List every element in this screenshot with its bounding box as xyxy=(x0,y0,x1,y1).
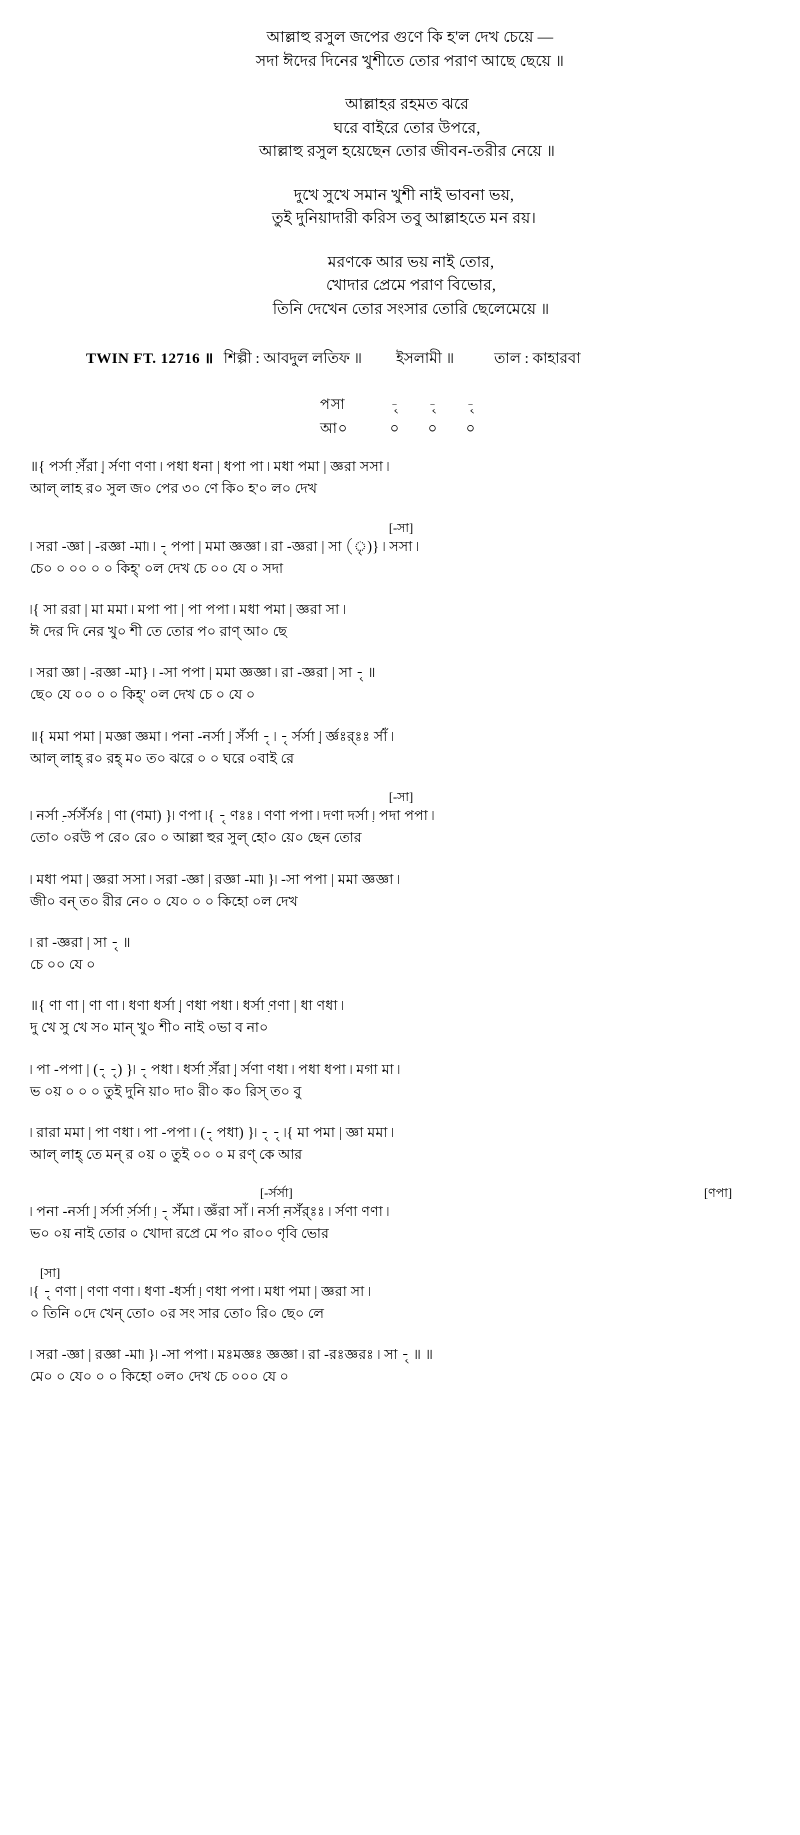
stanza-3 xyxy=(0,184,800,231)
prelude-word: আ০ xyxy=(320,421,349,438)
notation-words-row: চে০ ০ ০০ ০ ০ কিহ্' ০ল দেখ চে ০০ যে ০ সদা xyxy=(30,560,284,576)
notation-notes-row: ॥{ ণা ণা | ণা ণা ৷ ধণা ধর্সা় | ণধা পধা ৷ ধর্সা় ণণা | ধা ণধা ৷ xyxy=(30,998,344,1015)
notation-notes-row: ৷ রারা মমা | পা ণধা ৷ পা -পপা ৷ (-ৃ পধা) }৷ -ৃ -ৃ ৷{ মা পমা | জ্ঞা মমা ৷ xyxy=(30,1125,395,1142)
notation-system xyxy=(0,1122,800,1165)
lyric-line: তুই দুনিয়াদারী করিস তবু আল্লাহতে মন রয়। xyxy=(271,210,537,228)
notation-marker-row xyxy=(30,1185,772,1201)
notation-notes-row: ॥{ পর্সা় র্সঁরা় | র্সণা ণণা ৷ পধা ধনা | ধপা পা ৷ মধা পমা | জ্ঞরা সসা ৷ xyxy=(30,459,390,476)
notation-words-row: ভ ০য় ০ ০ ০ তুই দুনি য়া০ দা০ রী০ ক০ রিস্ ত০ বু xyxy=(30,1083,302,1099)
notation-notes-row: ৷ পনা -নর্সা় | র্সর্সা় র্সর্সা় ৷ -ৃ র্সঁমা ৷ জ্ঞঁরা সাঁ ৷ নর্সা় নর্সঁর্ঃঃ ৷ র্সণা ণণা ৷ xyxy=(30,1204,390,1221)
credits-line xyxy=(0,347,800,372)
section-marker-right: [ণপা] xyxy=(704,1186,732,1201)
section-marker: [-র্সর্সা] xyxy=(260,1186,293,1201)
notation-system xyxy=(0,932,800,975)
prelude-words-row xyxy=(10,418,800,442)
lyric-line: খোদার প্রেমে পরাণ বিভোর, xyxy=(325,277,497,295)
taal-label: তাল : কাহারবা xyxy=(494,351,581,368)
section-marker: [-সা] xyxy=(388,790,414,805)
notation-words-row: জী০ বন্ ত০ রীর‍ নে০ ০ যে০ ০ ০ কিহো ০ল দেখ xyxy=(30,893,298,909)
notation-system xyxy=(0,1185,800,1244)
genre-label: ইসলামী ॥ xyxy=(396,351,455,368)
notation-notes-row: ৷ রা -জ্ঞরা | সা -ৃ ॥ xyxy=(30,934,131,951)
prelude-note: পসা xyxy=(320,397,346,414)
notation-notes-row: ৷{ সা ররা | মা মমা ৷ মপা পা | পা পপা ৷ মধা পমা | জ্ঞরা সা ৷ xyxy=(30,602,346,619)
notation-system xyxy=(0,599,800,642)
notation-words-row: তো০ ০রউ প রে০ রে০ ০ আল্লা হুর সুল্ হো০ য়ে০ ছেন তোর‍ xyxy=(30,830,362,846)
notation-words-row: দু খে সু খে স০ মান্ খু০ শী০ নাই ০ভা ব না০ xyxy=(30,1020,269,1036)
notation-system xyxy=(0,789,800,848)
notation-notes-row: ॥{ মমা পমা | মজ্ঞা জ্ঞমা ৷ পনা -নর্সা় | র্সঁর্সা -ৃ ৷ -ৃ র্সর্সা় | র্জ্ঞঃর্ঃঃ র্সাঁ ৷ xyxy=(30,728,394,745)
lyric-line: ঘরে বাইরে তোর উপরে, xyxy=(333,119,481,137)
notation-notes-row: ৷{ -ৃ ণণা | ণণা ণণা ৷ ধণা -ধর্সা় ৷ ণধা পপা ৷ মধা পমা | জ্ঞরা সা ৷ xyxy=(30,1283,371,1300)
notation-marker-row xyxy=(30,789,772,805)
notation-marker-row xyxy=(30,1265,772,1281)
notation-systems xyxy=(0,456,800,1387)
lyric-line: আল্লাহু রসুল হয়েছেন তোর জীবন-তরীর নেয়ে ॥ xyxy=(258,143,556,161)
notation-system xyxy=(0,456,800,499)
notation-words-row: ঈ দের দি নের খু০ শী তে তোর‍ প০ রাণ্ আ০ ছে xyxy=(30,624,287,640)
notation-system xyxy=(0,662,800,705)
prelude-note: -ৃ xyxy=(390,397,400,414)
prelude-word: ০ xyxy=(389,421,401,438)
notation-words-row: চে ০০ যে ০ xyxy=(30,956,96,972)
section-marker: [-সা] xyxy=(388,520,414,535)
catalogue-number: TWIN FT. 12716 ॥ xyxy=(86,351,214,368)
notation-notes-row: ৷ সরা -জ্ঞা | -রজ্ঞা -মা৷ ৷ -ৃ পপা | মমা জ্ঞজ্ঞা ৷ রা -জ্ঞরা | সা (ৃ)} ৷ সসা ৷ xyxy=(30,538,419,555)
section-marker: [সা] xyxy=(40,1265,61,1280)
prelude-block xyxy=(0,394,800,442)
notation-system xyxy=(0,1265,800,1324)
lyrics-block xyxy=(0,0,800,321)
lyric-line: মরণকে আর ভয় নাই তোর, xyxy=(327,253,495,271)
notation-system xyxy=(0,1344,800,1387)
notation-words-row: আল্ লাহ্ র০ রহ্ ম০ ত০ ঝরে ০ ০ ঘরে ০বাই রে xyxy=(30,750,294,766)
artist-label: শিল্পী : আবদুল লতিফ ॥ xyxy=(223,351,363,368)
notation-marker-row xyxy=(30,520,772,536)
prelude-word: ০ xyxy=(427,421,439,438)
prelude-note: -ৃ xyxy=(466,397,476,414)
stanza-1 xyxy=(0,26,800,73)
lyric-line: দুখে সুখে সমান খুশী নাই ভাবনা ভয়, xyxy=(293,186,515,204)
lyric-line: আল্লাহু রসুল জপের গুণে কি হ'ল দেখ চেয়ে — xyxy=(266,29,554,46)
notation-words-row: ০ তিনি ০দে খেন্ তো০ ০র‍ সং সার‍ তো০ রি০ ছে০ লে xyxy=(30,1305,324,1321)
notation-notes-row: ৷ সরা -জ্ঞা | রজ্ঞা -মা৷ }৷ -সা পপা ৷ মঃমজ্ঞঃ জ্ঞজ্ঞা ৷ রা -রঃজ্ঞরঃ ৷ সা -ৃ ॥ ॥ xyxy=(30,1347,434,1364)
lyric-line: সদা ঈদের দিনের খুশীতে তোর পরাণ আছে ছেয়ে ॥ xyxy=(255,52,565,70)
notation-notes-row: ৷ নর্সা় -র্সর্সঁর্সঃ | ণা (ণমা) }৷ ণপা ৷{ -ৃ ণঃঃ ৷ ণণা পপা ৷ দণা দর্সা় ৷ পদা পপা ৷ xyxy=(30,808,435,825)
notation-words-row: আল্ লাহ র০ সুল জ০ পে‍র ৩০ ণে কি০ হ'০ ল০ দেখ xyxy=(30,481,317,497)
notation-words-row: ছে০ যে ০০ ০ ০ কিহ্' ০ল দেখ চে ০ যে ০ xyxy=(30,687,256,703)
notation-notes-row: ৷ মধা পমা | জ্ঞরা সসা ৷ সরা -জ্ঞা | রজ্ঞা -মা৷ }৷ -সা পপা | মমা জ্ঞজ্ঞা ৷ xyxy=(30,871,400,888)
notation-notes-row: ৷ সরা জ্ঞা | -রজ্ঞা -মা} ৷ -সা পপা | মমা জ্ঞজ্ঞা ৷ রা -জ্ঞরা | সা -ৃ ॥ xyxy=(30,665,376,682)
notation-system xyxy=(0,1059,800,1102)
notation-system xyxy=(0,520,800,579)
prelude-note: -ৃ xyxy=(428,397,438,414)
notation-words-row: মে০ ০ যে০ ০ ০ কিহো ০ল০ দেখ চে ০০০ যে ০ xyxy=(30,1369,289,1385)
notation-words-row: ভ০ ০য় নাই তোর‍ ০ খোদা র‍প্রে মে প০ রা০০ ণৃবি ভোর‍ xyxy=(30,1226,329,1242)
notation-words-row: আল্ লাহ্ তে মন্ র ০য় ০ তুই ০০ ০ ম রণ্ কে আর‍ xyxy=(30,1147,303,1163)
prelude-notes-row xyxy=(10,394,800,418)
stanza-2 xyxy=(0,93,800,164)
notation-system xyxy=(0,869,800,912)
stanza-4 xyxy=(0,251,800,322)
prelude-word: ০ xyxy=(465,421,477,438)
notation-system xyxy=(0,726,800,769)
notation-system xyxy=(0,995,800,1038)
lyric-line: আল্লাহর রহমত ঝরে xyxy=(345,96,469,114)
notation-notes-row: ৷ পা -পপা | (-ৃ -ৃ) }৷ -ৃ পধা ৷ ধর্সা় র্সঁরা় | র্সণা ণধা ৷ পধা ধপা ৷ মগা মা ৷ xyxy=(30,1061,401,1078)
lyric-line: তিনি দেখেন তোর সংসার তোরি ছেলেমেয়ে ॥ xyxy=(272,300,550,318)
